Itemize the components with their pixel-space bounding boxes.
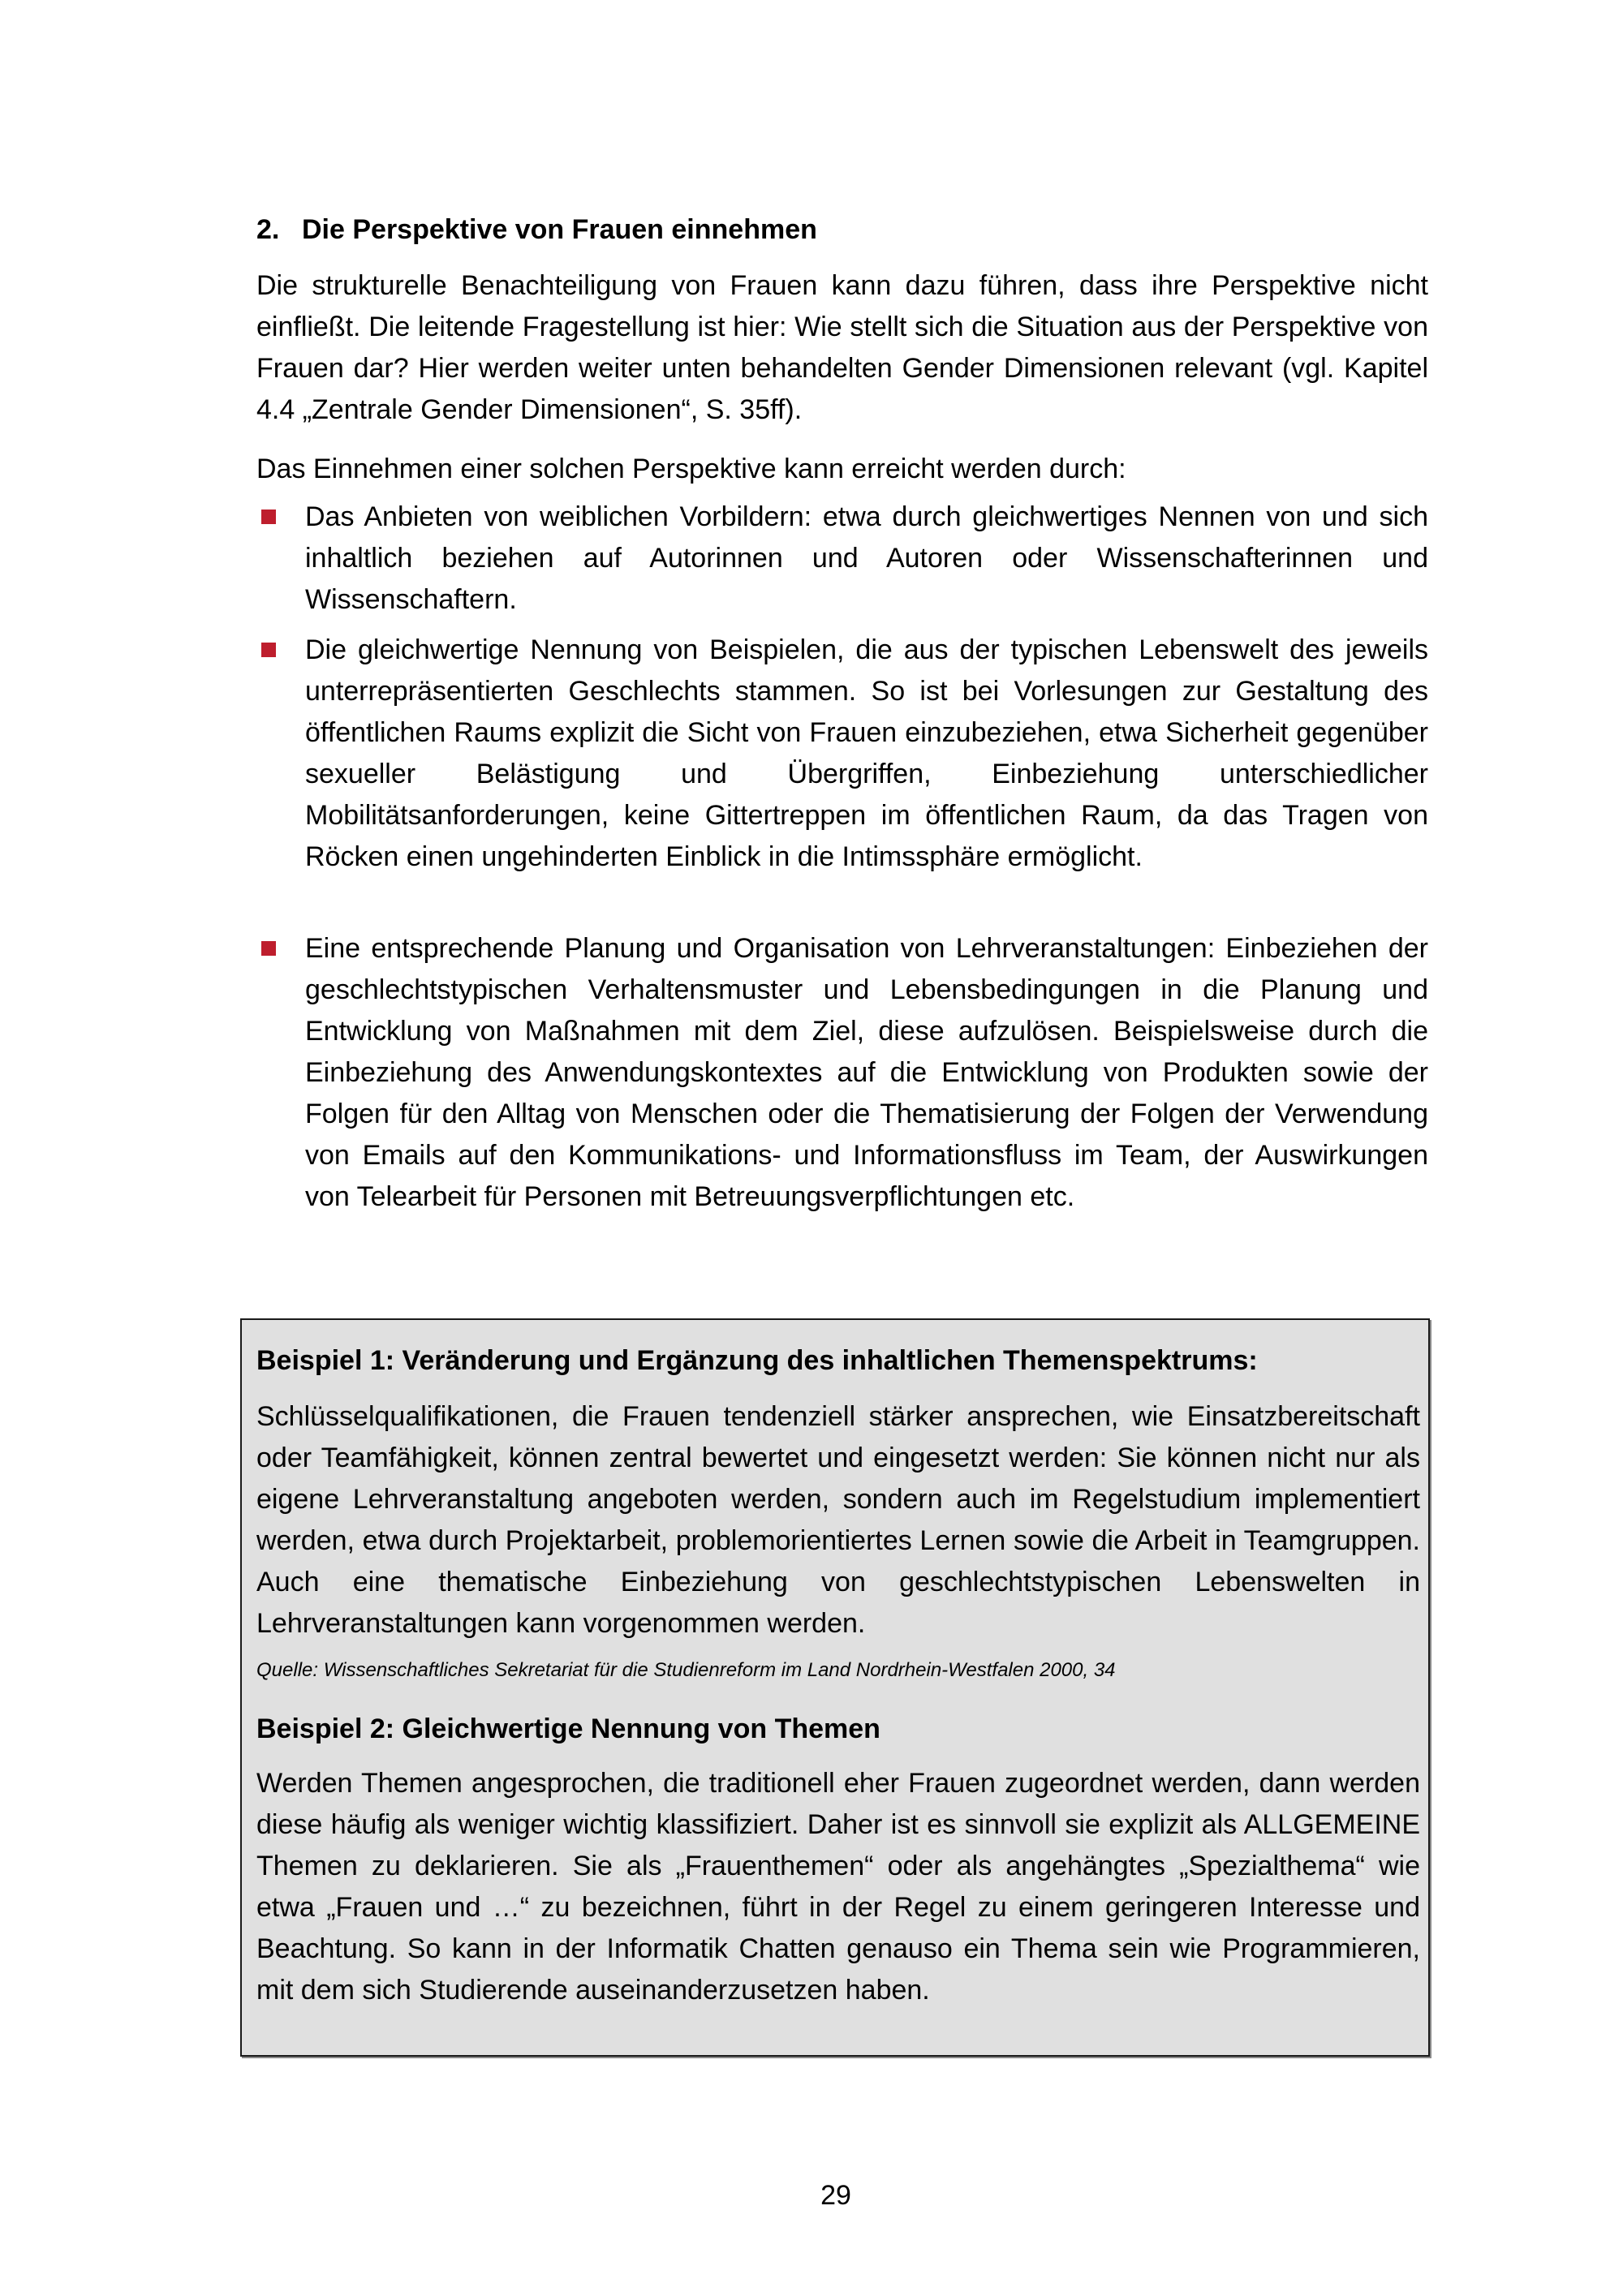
bullet-list: [256, 630, 1428, 878]
bullet-list: [256, 497, 1428, 621]
page-number: 29: [820, 2180, 851, 2211]
example1-source: Quelle: Wissenschaftliches Sekretariat für die Studienreform im Land Nordrhein-Westfalen 2000, 34: [256, 1659, 1116, 1681]
example2-text: Werden Themen angesprochen, die traditionell eher Frauen zugeordnet werden, dann werden diese häufig als weniger wichtig klassifiziert. Daher ist es sinnvoll sie explizit als ALLGEMEINE Themen zu deklarieren. Sie als „Frauenthemen“ oder als angehängtes „Spezialthema“ wie etwa „Frauen und …“ zu bezeichnen, führt in der Regel zu einem geringeren Interesse und Beachtung. So kann in der Informatik Chatten genauso ein Thema sein wie Programmieren, mit dem sich Studierende auseinanderzusetzen haben.: [256, 1768, 1420, 2006]
square-bullet-icon: [261, 643, 276, 657]
lead-paragraph: Das Einnehmen einer solchen Perspektive kann erreicht werden durch:: [256, 454, 1126, 484]
bullet-text: Die gleichwertige Nennung von Beispielen, die aus der typischen Lebenswelt des jeweils unterrepräsentierten Geschlechts stammen. So ist bei Vorlesungen zur Gestaltung des öffentlichen Raums explizit die Sicht von Frauen einzubeziehen, etwa Sicherheit gegenüber sexueller Belästigung und Übergriffen, Einbeziehung unterschiedlicher Mobilitätsanforderungen, keine Gittertreppen im öffentlichen Raum, da das Tragen von Röcken einen ungehinderten Einblick in die Intimssphäre ermöglicht.: [305, 634, 1428, 872]
square-bullet-icon: [261, 510, 276, 524]
example1-title: Beispiel 1: Veränderung und Ergänzung des inhaltlichen Themenspektrums:: [256, 1345, 1258, 1376]
bullet-text: Das Anbieten von weiblichen Vorbildern: etwa durch gleichwertiges Nennen von und sich inhaltlich beziehen auf Autorinnen und Autoren oder Wissenschafterinnen und Wissenschaftern.: [305, 501, 1428, 615]
section-title: Die Perspektive von Frauen einnehmen: [302, 214, 817, 245]
bullet-item: [256, 497, 1428, 621]
intro-paragraph: Die strukturelle Benachteiligung von Frauen kann dazu führen, dass ihre Perspektive nicht einfließt. Die leitende Fragestellung ist hier: Wie stellt sich die Situation aus der Perspektive von Frauen dar? Hier werden weiter unten behandelten Gender Dimensionen relevant (vgl. Kapitel 4.4 „Zentrale Gender Dimensionen“, S. 35ff).: [256, 270, 1428, 425]
bullet-list: [256, 928, 1428, 1218]
example-box: [240, 1318, 1430, 2057]
example1-text: Schlüsselqualifikationen, die Frauen tendenziell stärker ansprechen, wie Einsatzbereitschaft oder Teamfähigkeit, können zentral bewertet und eingesetzt werden: Sie können nicht nur als eigene Lehrveranstaltung angeboten werden, sondern auch im Regelstudium implementiert werden, etwa durch Projektarbeit, problemorientiertes Lernen sowie die Arbeit in Teamgruppen. Auch eine thematische Einbeziehung von geschlechtstypischen Lebenswelten in Lehrveranstaltungen kann vorgenommen werden.: [256, 1401, 1420, 1639]
square-bullet-icon: [261, 941, 276, 956]
section-number: 2.: [256, 214, 280, 245]
bullet-item: [256, 928, 1428, 1218]
section-heading: [256, 209, 817, 250]
example2-title: Beispiel 2: Gleichwertige Nennung von Themen: [256, 1713, 880, 1744]
bullet-item: [256, 630, 1428, 878]
bullet-text: Eine entsprechende Planung und Organisation von Lehrveranstaltungen: Einbeziehen der geschlechtstypischen Verhaltensmuster und Lebensbedingungen in die Planung und Entwicklung von Maßnahmen mit dem Ziel, diese aufzulösen. Beispielsweise durch die Einbeziehung des Anwendungskontextes auf die Entwicklung von Produkten sowie der Folgen für den Alltag von Menschen oder die Thematisierung der Folgen der Verwendung von Emails auf den Kommunikations- und Informationsfluss im Team, der Auswirkungen von Telearbeit für Personen mit Betreuungsverpflichtungen etc.: [305, 933, 1428, 1212]
